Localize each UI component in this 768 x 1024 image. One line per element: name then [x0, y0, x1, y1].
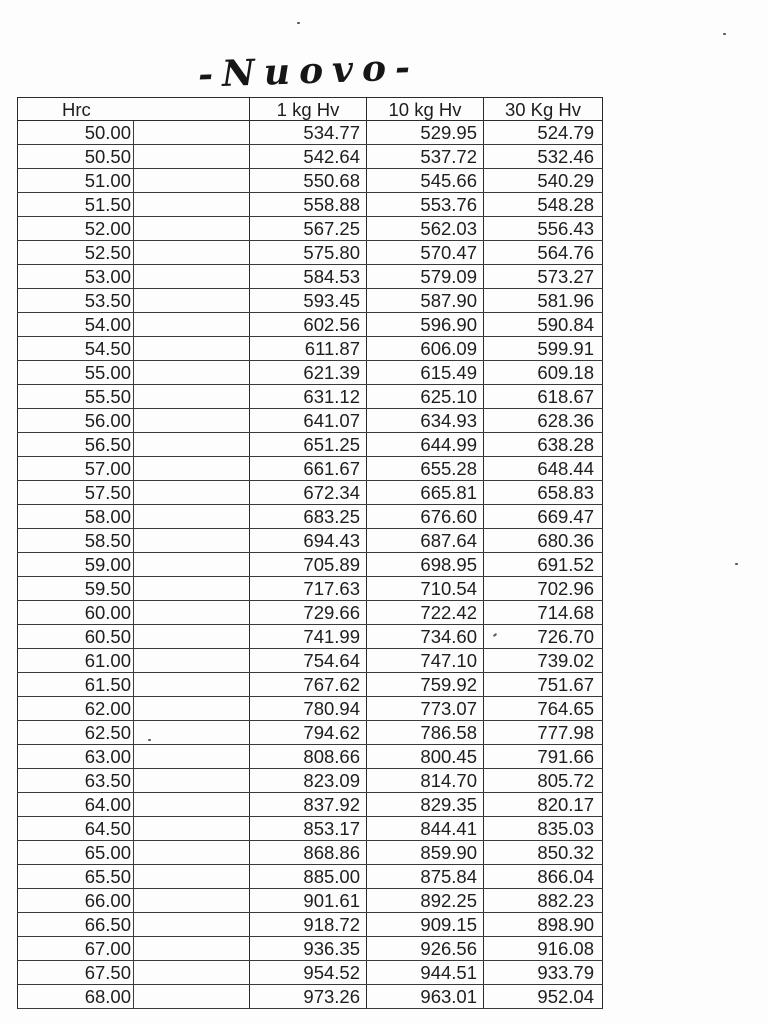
cell-30kg-hv: 628.36: [484, 409, 603, 433]
table-row: [18, 337, 603, 361]
cell-1kg-hv: 901.61: [250, 889, 367, 913]
cell-30kg-hv: 581.96: [484, 289, 603, 313]
cell-blank: [134, 649, 250, 673]
cell-1kg-hv: 641.07: [250, 409, 367, 433]
cell-1kg-hv: 823.09: [250, 769, 367, 793]
cell-10kg-hv: 859.90: [367, 841, 484, 865]
cell-blank: [134, 745, 250, 769]
cell-10kg-hv: 722.42: [367, 601, 484, 625]
cell-1kg-hv: 575.80: [250, 241, 367, 265]
cell-30kg-hv: 669.47: [484, 505, 603, 529]
cell-1kg-hv: 717.63: [250, 577, 367, 601]
cell-blank: [134, 961, 250, 985]
cell-10kg-hv: 587.90: [367, 289, 484, 313]
column-header-hrc: Hrc: [18, 98, 250, 121]
cell-10kg-hv: 875.84: [367, 865, 484, 889]
cell-1kg-hv: 672.34: [250, 481, 367, 505]
cell-30kg-hv: 691.52: [484, 553, 603, 577]
table-row: [18, 697, 603, 721]
cell-10kg-hv: 892.25: [367, 889, 484, 913]
cell-blank: [134, 121, 250, 145]
cell-hrc: 56.50: [18, 433, 134, 457]
cell-10kg-hv: 665.81: [367, 481, 484, 505]
cell-blank: [134, 841, 250, 865]
table-row: [18, 289, 603, 313]
handwritten-title: -Nuovo-: [197, 46, 420, 96]
cell-1kg-hv: 621.39: [250, 361, 367, 385]
cell-hrc: 60.50: [18, 625, 134, 649]
cell-1kg-hv: 694.43: [250, 529, 367, 553]
table-row: [18, 721, 603, 745]
cell-hrc: 54.50: [18, 337, 134, 361]
cell-30kg-hv: 702.96: [484, 577, 603, 601]
scan-speck: [723, 33, 726, 35]
cell-10kg-hv: 944.51: [367, 961, 484, 985]
cell-10kg-hv: 615.49: [367, 361, 484, 385]
cell-hrc: 58.50: [18, 529, 134, 553]
column-header-1kg-hv: 1 kg Hv: [250, 98, 367, 121]
cell-blank: [134, 313, 250, 337]
cell-30kg-hv: 638.28: [484, 433, 603, 457]
table-row: [18, 889, 603, 913]
cell-30kg-hv: 791.66: [484, 745, 603, 769]
cell-1kg-hv: 542.64: [250, 145, 367, 169]
table-row: [18, 865, 603, 889]
cell-1kg-hv: 973.26: [250, 985, 367, 1009]
cell-blank: [134, 505, 250, 529]
cell-hrc: 68.00: [18, 985, 134, 1009]
cell-hrc: 66.00: [18, 889, 134, 913]
cell-hrc: 57.50: [18, 481, 134, 505]
cell-blank: [134, 433, 250, 457]
cell-1kg-hv: 661.67: [250, 457, 367, 481]
cell-blank: [134, 889, 250, 913]
cell-10kg-hv: 537.72: [367, 145, 484, 169]
cell-30kg-hv: 599.91: [484, 337, 603, 361]
cell-1kg-hv: 837.92: [250, 793, 367, 817]
cell-30kg-hv: 777.98: [484, 721, 603, 745]
cell-10kg-hv: 909.15: [367, 913, 484, 937]
cell-blank: [134, 601, 250, 625]
cell-blank: [134, 409, 250, 433]
cell-10kg-hv: 734.60: [367, 625, 484, 649]
table-row: [18, 409, 603, 433]
cell-1kg-hv: 683.25: [250, 505, 367, 529]
cell-blank: [134, 265, 250, 289]
table-body: [18, 121, 603, 1009]
cell-30kg-hv: 726.70: [484, 625, 603, 649]
cell-1kg-hv: 954.52: [250, 961, 367, 985]
scan-speck: [735, 563, 738, 565]
cell-blank: [134, 673, 250, 697]
cell-10kg-hv: 625.10: [367, 385, 484, 409]
cell-10kg-hv: 786.58: [367, 721, 484, 745]
cell-30kg-hv: 916.08: [484, 937, 603, 961]
cell-hrc: 50.00: [18, 121, 134, 145]
table-row: [18, 649, 603, 673]
cell-hrc: 51.50: [18, 193, 134, 217]
cell-blank: [134, 481, 250, 505]
cell-30kg-hv: 835.03: [484, 817, 603, 841]
table-row: [18, 793, 603, 817]
cell-blank: [134, 289, 250, 313]
cell-30kg-hv: 850.32: [484, 841, 603, 865]
table-row: [18, 625, 603, 649]
table-row: [18, 577, 603, 601]
cell-hrc: 62.50: [18, 721, 134, 745]
cell-hrc: 61.50: [18, 673, 134, 697]
cell-hrc: 61.00: [18, 649, 134, 673]
cell-10kg-hv: 644.99: [367, 433, 484, 457]
cell-10kg-hv: 570.47: [367, 241, 484, 265]
cell-hrc: 52.50: [18, 241, 134, 265]
cell-10kg-hv: 687.64: [367, 529, 484, 553]
table-row: [18, 121, 603, 145]
cell-30kg-hv: 556.43: [484, 217, 603, 241]
table-row: [18, 217, 603, 241]
cell-hrc: 57.00: [18, 457, 134, 481]
cell-1kg-hv: 853.17: [250, 817, 367, 841]
cell-hrc: 53.00: [18, 265, 134, 289]
cell-10kg-hv: 926.56: [367, 937, 484, 961]
cell-1kg-hv: 584.53: [250, 265, 367, 289]
table-row: [18, 361, 603, 385]
cell-30kg-hv: 573.27: [484, 265, 603, 289]
cell-1kg-hv: 918.72: [250, 913, 367, 937]
cell-10kg-hv: 710.54: [367, 577, 484, 601]
table-row: [18, 553, 603, 577]
table-row: [18, 817, 603, 841]
cell-10kg-hv: 759.92: [367, 673, 484, 697]
cell-blank: [134, 985, 250, 1009]
cell-1kg-hv: 936.35: [250, 937, 367, 961]
cell-1kg-hv: 868.86: [250, 841, 367, 865]
cell-10kg-hv: 773.07: [367, 697, 484, 721]
cell-1kg-hv: 602.56: [250, 313, 367, 337]
cell-10kg-hv: 698.95: [367, 553, 484, 577]
table-row: [18, 961, 603, 985]
cell-30kg-hv: 548.28: [484, 193, 603, 217]
cell-blank: [134, 937, 250, 961]
cell-1kg-hv: 550.68: [250, 169, 367, 193]
cell-blank: [134, 145, 250, 169]
cell-blank: [134, 817, 250, 841]
cell-30kg-hv: 658.83: [484, 481, 603, 505]
cell-30kg-hv: 820.17: [484, 793, 603, 817]
cell-1kg-hv: 631.12: [250, 385, 367, 409]
cell-30kg-hv: 764.65: [484, 697, 603, 721]
table-row: [18, 265, 603, 289]
cell-blank: [134, 241, 250, 265]
table-row: [18, 601, 603, 625]
cell-hrc: 53.50: [18, 289, 134, 313]
table-row: [18, 457, 603, 481]
cell-hrc: 65.50: [18, 865, 134, 889]
cell-hrc: 67.50: [18, 961, 134, 985]
cell-30kg-hv: 524.79: [484, 121, 603, 145]
cell-10kg-hv: 606.09: [367, 337, 484, 361]
cell-30kg-hv: 618.67: [484, 385, 603, 409]
cell-30kg-hv: 609.18: [484, 361, 603, 385]
cell-blank: [134, 697, 250, 721]
cell-10kg-hv: 963.01: [367, 985, 484, 1009]
cell-10kg-hv: 814.70: [367, 769, 484, 793]
cell-10kg-hv: 676.60: [367, 505, 484, 529]
table-row: [18, 433, 603, 457]
cell-1kg-hv: 593.45: [250, 289, 367, 313]
table-row: [18, 937, 603, 961]
cell-blank: [134, 529, 250, 553]
scan-speck: [148, 739, 151, 741]
table-row: [18, 169, 603, 193]
cell-hrc: 65.00: [18, 841, 134, 865]
cell-hrc: 55.00: [18, 361, 134, 385]
cell-1kg-hv: 794.62: [250, 721, 367, 745]
table-row: [18, 385, 603, 409]
cell-hrc: 55.50: [18, 385, 134, 409]
cell-1kg-hv: 611.87: [250, 337, 367, 361]
cell-30kg-hv: 866.04: [484, 865, 603, 889]
cell-hrc: 52.00: [18, 217, 134, 241]
table-row: [18, 985, 603, 1009]
cell-hrc: 60.00: [18, 601, 134, 625]
cell-blank: [134, 769, 250, 793]
table-row: [18, 529, 603, 553]
cell-1kg-hv: 558.88: [250, 193, 367, 217]
cell-hrc: 67.00: [18, 937, 134, 961]
cell-blank: [134, 385, 250, 409]
cell-30kg-hv: 680.36: [484, 529, 603, 553]
cell-hrc: 63.00: [18, 745, 134, 769]
cell-10kg-hv: 596.90: [367, 313, 484, 337]
cell-10kg-hv: 844.41: [367, 817, 484, 841]
cell-blank: [134, 625, 250, 649]
cell-10kg-hv: 655.28: [367, 457, 484, 481]
cell-10kg-hv: 829.35: [367, 793, 484, 817]
cell-30kg-hv: 898.90: [484, 913, 603, 937]
cell-10kg-hv: 545.66: [367, 169, 484, 193]
table-row: [18, 481, 603, 505]
cell-10kg-hv: 579.09: [367, 265, 484, 289]
cell-blank: [134, 577, 250, 601]
cell-hrc: 56.00: [18, 409, 134, 433]
cell-blank: [134, 721, 250, 745]
cell-1kg-hv: 729.66: [250, 601, 367, 625]
table-row: [18, 313, 603, 337]
cell-blank: [134, 913, 250, 937]
cell-10kg-hv: 553.76: [367, 193, 484, 217]
cell-30kg-hv: 590.84: [484, 313, 603, 337]
cell-hrc: 64.00: [18, 793, 134, 817]
cell-hrc: 54.00: [18, 313, 134, 337]
cell-1kg-hv: 534.77: [250, 121, 367, 145]
cell-1kg-hv: 767.62: [250, 673, 367, 697]
cell-1kg-hv: 741.99: [250, 625, 367, 649]
cell-blank: [134, 169, 250, 193]
cell-hrc: 62.00: [18, 697, 134, 721]
cell-hrc: 63.50: [18, 769, 134, 793]
table-row: [18, 673, 603, 697]
cell-30kg-hv: 564.76: [484, 241, 603, 265]
cell-30kg-hv: 882.23: [484, 889, 603, 913]
cell-1kg-hv: 780.94: [250, 697, 367, 721]
cell-30kg-hv: 714.68: [484, 601, 603, 625]
cell-1kg-hv: 651.25: [250, 433, 367, 457]
cell-hrc: 66.50: [18, 913, 134, 937]
cell-10kg-hv: 562.03: [367, 217, 484, 241]
table-row: [18, 145, 603, 169]
table-row: [18, 193, 603, 217]
table-row: [18, 841, 603, 865]
cell-blank: [134, 193, 250, 217]
cell-30kg-hv: 739.02: [484, 649, 603, 673]
cell-30kg-hv: 805.72: [484, 769, 603, 793]
cell-hrc: 58.00: [18, 505, 134, 529]
table-row: [18, 241, 603, 265]
table-row: [18, 505, 603, 529]
cell-1kg-hv: 567.25: [250, 217, 367, 241]
cell-30kg-hv: 532.46: [484, 145, 603, 169]
cell-30kg-hv: 751.67: [484, 673, 603, 697]
cell-blank: [134, 337, 250, 361]
cell-blank: [134, 793, 250, 817]
cell-1kg-hv: 885.00: [250, 865, 367, 889]
column-header-10kg-hv: 10 kg Hv: [367, 98, 484, 121]
table-row: [18, 769, 603, 793]
cell-blank: [134, 457, 250, 481]
cell-blank: [134, 217, 250, 241]
cell-hrc: 50.50: [18, 145, 134, 169]
column-header-30kg-hv: 30 Kg Hv: [484, 98, 603, 121]
cell-30kg-hv: 933.79: [484, 961, 603, 985]
hardness-conversion-table: [17, 97, 603, 1009]
table-row: [18, 913, 603, 937]
cell-hrc: 59.50: [18, 577, 134, 601]
cell-10kg-hv: 529.95: [367, 121, 484, 145]
cell-hrc: 51.00: [18, 169, 134, 193]
cell-10kg-hv: 800.45: [367, 745, 484, 769]
cell-10kg-hv: 634.93: [367, 409, 484, 433]
cell-1kg-hv: 808.66: [250, 745, 367, 769]
cell-blank: [134, 865, 250, 889]
cell-30kg-hv: 540.29: [484, 169, 603, 193]
cell-blank: [134, 553, 250, 577]
cell-30kg-hv: 648.44: [484, 457, 603, 481]
table-header-row: [18, 98, 603, 121]
cell-1kg-hv: 705.89: [250, 553, 367, 577]
cell-30kg-hv: 952.04: [484, 985, 603, 1009]
cell-hrc: 64.50: [18, 817, 134, 841]
table-row: [18, 745, 603, 769]
cell-10kg-hv: 747.10: [367, 649, 484, 673]
cell-blank: [134, 361, 250, 385]
scan-speck: [297, 22, 300, 24]
cell-1kg-hv: 754.64: [250, 649, 367, 673]
cell-hrc: 59.00: [18, 553, 134, 577]
